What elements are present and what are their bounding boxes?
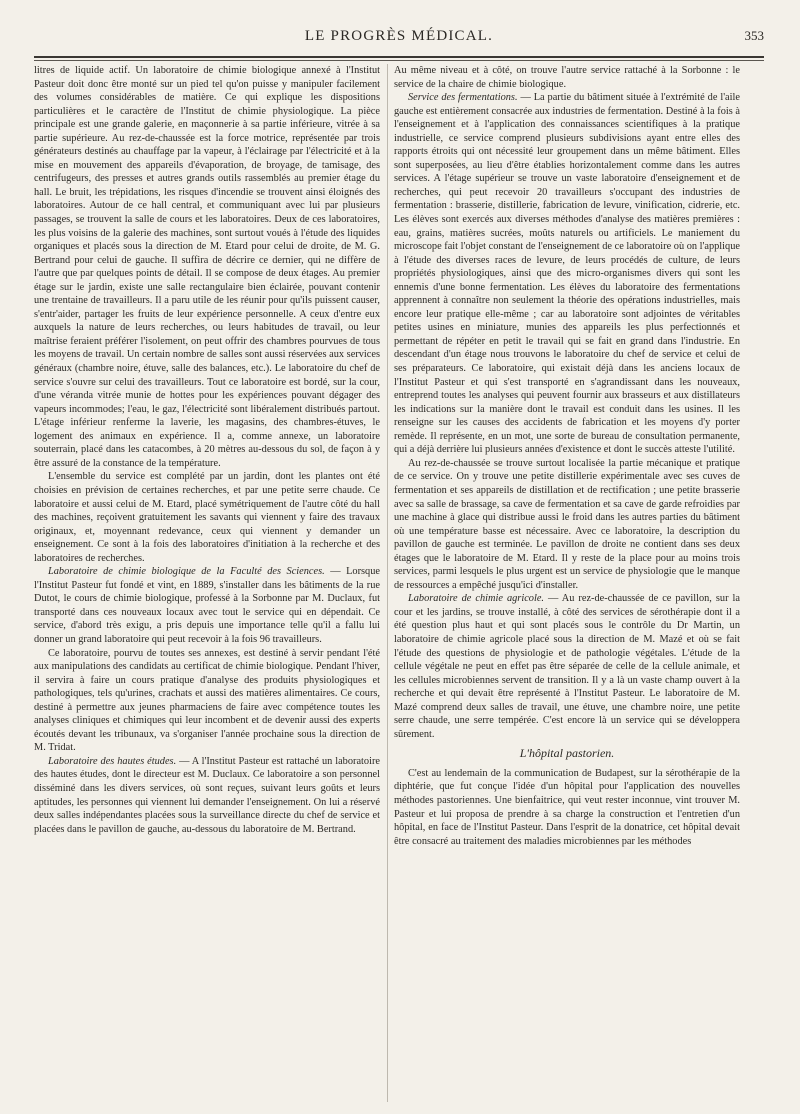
paragraph: [394, 91, 740, 457]
paragraph: [394, 64, 740, 91]
paragraph: [34, 64, 380, 470]
header-rule-thick: [34, 56, 764, 58]
journal-title: LE PROGRÈS MÉDICAL.: [304, 28, 494, 44]
text-columns: [34, 64, 764, 1102]
paragraph-text: — A l'Institut Pasteur est rattaché un laboratoire des hautes études, dont le directeur est M. Duclaux. Ce laboratoire a son personnel disséminé dans les divers services, où sont reçues, suivant leurs goûts et leurs aptitudes, les personnes qui viennent lui demander l'enseignement. On lui a réservé deux salles indépendantes placées sous la surveillance directe du chef de service et placées dans le pavillon de gauche, au-dessous du laboratoire de M. Bertrand.: [34, 755, 380, 835]
left-column: [34, 64, 380, 1102]
paragraph: [34, 647, 380, 755]
paragraph: [394, 592, 740, 741]
paragraph-text: Ce laboratoire, pourvu de toutes ses annexes, est destiné à servir pendant l'été aux manipulations des candidats au certificat de chimie biologique. Pendant l'hiver, il servira à faire un cours pratique d'analyse des produits physiologiques et pathologiques, tels qu'urines, crachats et aussi des matières alimentaires. Ce cours, destiné à permettre aux jeunes pharmaciens de faire avec compétence toutes les analyses cliniques et chimiques qui leur incombent et de devenir aussi des experts écoutés devant les tribunaux, va s'organiser l'année prochaine sous la direction de M. Tridat.: [34, 647, 380, 754]
paragraph: [34, 755, 380, 836]
paragraph-text: Au rez-de-chaussée se trouve surtout localisée la partie mécanique et pratique de ce service. On y trouve une petite distillerie expérimentale avec ses cuves de fermentation et ses appareils de distillation et de rectification ; une petite brasserie avec sa salle de brassage, sa cave de fermentation et sa cave de garde refroidies par une machine à glace qui distribue aussi le froid dans les autres parties du bâtiment où une température basse est nécessaire. Avec ce laboratoire, la description du pavillon de gauche est terminée. Le pavillon de droite ne contient dans ses deux étages que le laboratoire de M. Etard. Il y reste de la place pour au moins trois services, parmi lesquels le plus urgent est un service de physiologie que le manque de ressources a empêché jusqu'ici d'installer.: [394, 457, 740, 591]
paragraph-italic-lead: Service des fermentations.: [408, 92, 518, 104]
paragraph-text: C'est au lendemain de la communication de Budapest, sur la sérothérapie de la diphtérie, que fut conçue l'idée d'un hôpital pour l'application des nouvelles méthodes pastoriennes. Une bienfaitrice, qui veut rester inconnue, vint trouver M. Pasteur et lui proposa de prendre à sa charge la construction et l'entretien d'un hôpital, en face de l'Institut Pasteur. Dans l'esprit de la donatrice, cet hôpital devait être consacré au traitement des maladies microbiennes par les méthodes: [394, 767, 740, 847]
right-column: [394, 64, 740, 1102]
paragraph: [34, 565, 380, 646]
paragraph: [394, 457, 740, 592]
paragraph-text: — Lorsque l'Institut Pasteur fut fondé et vint, en 1889, s'installer dans les bâtiments de la rue Dutot, le cours de chimie biologique, professé à la Sorbonne par M. Duclaux, fut transporté dans ces nouveaux locaux avec tout le service qui en dépendait. Ce service, d'abord très exigu, a pris depuis une importance telle qu'il a fallu lui donner un grand laboratoire qui peut recevoir à la fois 96 travailleurs.: [34, 566, 380, 645]
paragraph-text: — La partie du bâtiment située à l'extrémité de l'aile gauche est entièrement consacrée aux industries de fermentation. Destiné à la fois à l'enseignement et à l'application des connaissances scientifiques à la pratique industrielle, ce service comprend plusieurs subdivisions ayant entre elles des rapports étroits qui ont nécessité leur groupement dans un même bâtiment. Elles sont superposées, au lieu d'être établies horizontalement comme dans les autres services. A l'étage supérieur se trouve un vaste laboratoire d'enseignement et de recherches, qui peut recevoir 20 travailleurs s'occupant des industries de fermentation : brasserie, distillerie, fabrication de levure, vinification, cidrerie, etc. Les élèves sont exercés aux diverses méthodes d'analyse des matières premières : eau, grains, matières sucrées, moûts naturels ou artificiels. Le maniement du microscope fait l'objet constant de l'enseignement de ce laboratoire où on l'applique à l'étude des diverses races de levure, de leurs procédés de culture, de leurs propriétés physiologiques, ainsi que des micro-organismes divers qui sont les ennemis d'une bonne fermentation. Les élèves du laboratoire des fermentations apprennent à connaître non seulement la théorie des opérations industrielles, mais encore leur pratique elle-même ; car au laboratoire sont adjointes de véritables petites usines en miniature, munies des appareils les plus perfectionnés et permettant de répéter en petit le travail qui se fait en grand dans l'industrie. En descendant d'un étage nous trouvons le laboratoire du chef de service et celui de ses préparateurs. Ce laboratoire, qui existait déjà dans les anciens locaux de l'Institut Pasteur et qui s'est transporté en s'agrandissant dans les nouveaux, entreprend toutes les analyses qui peuvent fournir aux brasseurs et aux distillateurs les indications sur la manière dont le travail est conduit dans les usines. Il les renseigne sur les causes des accidents de fabrication et les moyens d'y porter remède. Il représente, en un mot, une sorte de bureau de consultation permanente, qui a déjà derrière lui plusieurs années d'existence et dont le succès atteste l'utilité.: [394, 92, 740, 456]
paragraph-italic-lead: Laboratoire de chimie agricole.: [408, 593, 545, 605]
paragraph-italic-lead: Laboratoire de chimie biologique de la Faculté des Sciences.: [48, 566, 325, 578]
paragraph: [34, 470, 380, 565]
page-number: 353: [744, 28, 764, 43]
paragraph-text: L'ensemble du service est complété par un jardin, dont les plantes ont été choisies en prévision de certaines recherches, et par une petite serre chaude. Ce laboratoire et aussi celui de M. Etard, placé symétriquement de l'autre côté du hall des machines, reçoivent gratuitement les savants qui viennent y faire des travaux originaux, et, moyennant redevance, ceux qui viennent y demander un enseignement. Ce sont à la fois des laboratoires d'initiation à la recherche et des laboratoires de recherches.: [34, 471, 380, 564]
paragraph-text: Au même niveau et à côté, on trouve l'autre service rattaché à la Sorbonne : le service de la chaire de chimie biologique.: [394, 65, 740, 90]
paragraph-italic-lead: Laboratoire des hautes études.: [48, 755, 177, 767]
section-heading: L'hôpital pastorien.: [519, 746, 615, 761]
paragraph: [394, 767, 740, 848]
header-rule-thin: [34, 60, 764, 61]
column-divider: [387, 64, 388, 1102]
paragraph-text: — Au rez-de-chaussée de ce pavillon, sur la cour et les jardins, se trouve installé, à côté des services de sérothérapie dont il a été question plus haut et qui sont placés sous le contrôle du Dr Martin, un laboratoire de chimie agricole placé sous la direction de M. Mazé et où se fait l'étude des questions de physiologie et de pathologie végétales. L'étude de la cellule végétale ne peut en effet pas être séparée de celle de la cellule animale, et les cellules microbiennes servent de transition. Il y a là un vaste champ ouvert à la recherche et qui devait être représenté à l'Institut Pasteur. Le laboratoire de M. Mazé comprend deux salles de travail, une étuve, une chambre noire, une petite serre chaude, une serre tempérée. C'est encore là un service qui se développera sûrement.: [394, 593, 740, 740]
running-header: [34, 28, 764, 50]
paragraph-text: litres de liquide actif. Un laboratoire de chimie biologique annexé à l'Institut Pasteur doit donc être monté sur un pied tel qu'on puisse y manipuler facilement des volumes considérables de matière. Ce qui explique les dispositions particulières et le caractère de l'Institut de chimie physiologique. La pièce principale est une grande galerie, en maçonnerie à sa partie inférieure, vitrée à sa partie supérieure. Au rez-de-chaussée est la force motrice, représentée par trois générateurs destinés au chauffage par la vapeur, à l'éclairage par l'électricité et à la mise en mouvement des appareils d'évaporation, de broyage, de tamisage, des centrifugeurs, des presses et autres grands outils rassemblés au premier étage du hall. Le bruit, les trépidations, les risques d'incendie se trouvent ainsi éloignés des laboratoires. Autour de ce hall central, et communiquant avec lui par plusieurs passages, se trouvent la salle de cours et les laboratoires. Deux de ces laboratoires, les plus voisins de la galerie des machines, sont surtout voués à l'étude des liquides organiques et placés sous la direction de M. Etard pour celui de droite, de M. G. Bertrand pour celui de gauche. Il suffira de décrire ce dernier, qui ne diffère de l'autre que par quelques points de détail. Il se compose de deux étages. Au premier étage sur le jardin, existe une salle rectangulaire bien éclairée, pouvant contenir une trentaine de travailleurs. Il a paru utile de les réunir pour qu'ils puissent causer, s'entr'aider, partager les fruits de leur expérience personnelle. A ceux d'entre eux auxquels la nature de leurs recherches, ou leurs habitudes de travail, ou leur maîtrise feraient préférer l'isolement, on peut offrir des chambres pourvues de tous les moyens de travail. Un certain nombre de salles sont aussi réservées aux services généraux (chambre noire, étuve, salle des balances, etc.). Le laboratoire du chef de service s'ouvre sur celui des travailleurs. Tout ce laboratoire est bordé, sur la cour, d'une véranda vitrée munie de hottes pour les expériences pouvant dégager des vapeurs incommodes; l'eau, le gaz, l'électricité sont libéralement distribués partout. L'étage inférieur renferme la laverie, les magasins, des chambres-étuves, le logement des animaux en expérience. Il a, comme annexe, un laboratoire souterrain, placé dans les catacombes, à 20 mètres au-dessous du sol, de façon à y être assuré de la constance de la température.: [34, 65, 380, 469]
